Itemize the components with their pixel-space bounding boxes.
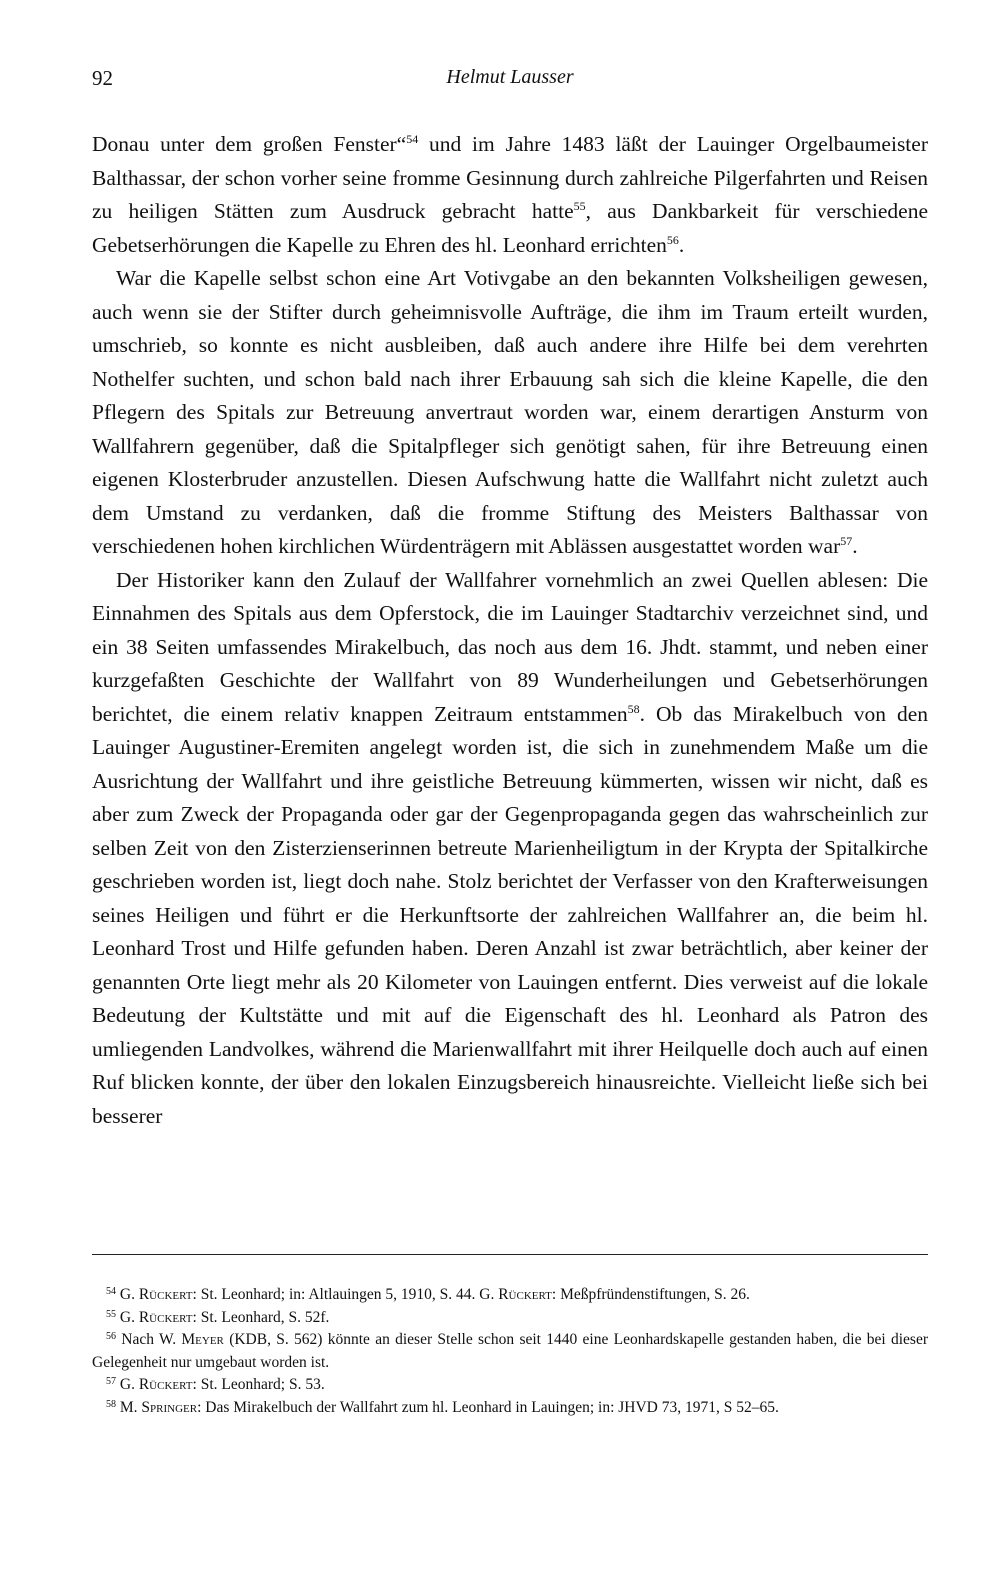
footnote-57 — [92, 1374, 928, 1397]
footnote-58 — [92, 1397, 928, 1420]
text-span: G. — [119, 1376, 139, 1393]
text-span: : St. Leonhard; S. 53. — [192, 1376, 325, 1393]
text-span: G. — [119, 1308, 139, 1326]
author-name: Meyer — [181, 1331, 224, 1348]
text-span: : St. Leonhard; in: Altlauingen 5, 1910, S. 44. G. — [192, 1286, 499, 1303]
footnote-ref-57: 57 — [840, 534, 853, 548]
page-number: 92 — [92, 66, 113, 90]
text-span: War die Kapelle selbst schon eine Art Votivgabe an den bekannten Volksheiligen gewesen, auch wenn sie der Stifter durch geheimnisvolle Aufträge, die ihm im Traum erteilt wurden, umschrieb, so konnte es nicht ausbleiben, daß auch andere ihre Hilfe bei dem verehrten Nothelfer suchten, und schon bald nach ihrer Erbauung sah sich die kleine Kapelle, die den Pflegern des Spitals zur Betreuung anvertraut worden war, einem derartigen Ansturm von Wallfahrern gegenüber, daß die Spitalpfleger sich genötigt sahen, für ihre Betreuung einen eigenen Klosterbruder anzustellen. Diesen Aufschwung hatte die Wallfahrt nicht zuletzt auch dem Umstand zu verdanken, daß die fromme Stiftung des Meisters Balthassar von verschiedenen hohen kirchlichen Würdenträgern mit Ablässen ausgestattet worden war — [92, 266, 928, 558]
page-header — [92, 66, 928, 96]
author-name: Rückert — [138, 1376, 193, 1393]
text-span: , aus Dankbarkeit für verschiedene Gebetserhörungen die Kapelle zu Ehren des hl. Leonhard errichten — [92, 199, 928, 257]
footnote-54 — [92, 1284, 928, 1307]
footnote-number: 56 — [106, 1331, 116, 1342]
author-name: Rückert — [498, 1286, 552, 1303]
footnote-ref-54: 54 — [406, 132, 419, 146]
text-span: . — [852, 534, 858, 558]
text-span: : Das Mirakelbuch der Wallfahrt zum hl. Leonhard in Lauingen; in: JHVD 73, 1971, S 52–65. — [197, 1398, 779, 1416]
text-span: Nach W. — [121, 1331, 182, 1348]
footnote-number: 58 — [106, 1398, 116, 1410]
footnote-ref-56: 56 — [666, 232, 679, 247]
text-span: . — [678, 232, 685, 257]
footnote-55 — [92, 1307, 928, 1330]
main-text — [92, 128, 928, 1133]
text-span: M. — [119, 1398, 142, 1416]
footnote-number: 55 — [106, 1308, 116, 1320]
author-name: Rückert — [138, 1308, 193, 1326]
text-span: G. — [119, 1286, 139, 1303]
footnote-divider — [92, 1254, 928, 1255]
footnote-number: 54 — [106, 1286, 116, 1297]
footnotes — [92, 1284, 928, 1419]
author-name: Springer — [141, 1398, 198, 1416]
text-span: Der Historiker kann den Zulauf der Wallfahrer vornehmlich an zwei Quellen ablesen: Die Einnahmen des Spitals aus dem Opferstock, die im Lauinger Stadtarchiv verzeichnet sind, und ein 38 Seiten umfassendes Mirakelbuch, das noch aus dem 16. Jhdt. stammt, und neben einer kurzgefaßten Geschichte der Wallfahrt von 89 Wunderheilungen und Gebetserhörungen berichtet, die einem relativ knappen Zeitraum entstammen — [92, 567, 928, 726]
paragraph-3 — [92, 564, 928, 1134]
paragraph-1 — [92, 128, 928, 262]
text-span: Donau unter dem großen Fenster“ — [92, 132, 407, 156]
paragraph-2 — [92, 262, 928, 564]
footnote-number: 57 — [106, 1376, 116, 1387]
running-head-author: Helmut Lausser — [446, 66, 574, 88]
author-name: Rückert — [138, 1286, 193, 1303]
text-span: : St. Leonhard, S. 52f. — [192, 1308, 330, 1326]
text-span: und im Jahre 1483 läßt der Lauinger Orgelbaumeister Balthassar, der schon vorher seine fromme Gesinnung durch zahlreiche Pilgerfahrten und Reisen zu heiligen Stätten zum Ausdruck gebracht hatte — [92, 132, 928, 223]
footnote-ref-58: 58 — [627, 701, 640, 716]
text-span: : Meßpfründenstiftungen, S. 26. — [551, 1286, 750, 1303]
text-span: (KDB, S. 562) könnte an dieser Stelle schon seit 1440 eine Leonhardskapelle gestanden haben, die bei dieser Gelegenheit nur umgebaut worden ist. — [92, 1331, 929, 1371]
text-span: . Ob das Mirakelbuch von den Lauinger Augustiner-Eremiten angelegt worden ist, die sich in zunehmendem Maße um die Ausrichtung der Wallfahrt und ihre geistliche Betreuung kümmerten, wissen wir nicht, daß es aber zum Zweck der Propaganda oder gar der Gegenpropaganda gegen das wahrscheinlich zur selben Zeit von den Zisterzienserinnen betreute Marienheiligtum in der Krypta der Spitalkirche geschrieben worden ist, liegt doch nahe. Stolz berichtet der Verfasser von den Krafterweisungen seines Heiligen und führt er die Herkunftsorte der zahlreichen Wallfahrer an, die beim hl. Leonhard Trost und Hilfe gefunden haben. Deren Anzahl ist zwar beträchtlich, aber keiner der genannten Orte liegt mehr als 20 Kilometer von Lauingen entfernt. Dies verweist auf die lokale Bedeutung der Kultstätte und mit auf die Eigenschaft des hl. Leonhard als Patron des umliegenden Landvolkes, während die Marienwallfahrt mit ihrer Heilquelle doch auch auf einen Ruf blicken konnte, der über den lokalen Einzugsbereich hinausreichte. Vielleicht ließe sich bei besserer — [92, 701, 928, 1128]
footnote-56 — [92, 1329, 928, 1374]
footnote-ref-55: 55 — [573, 199, 586, 213]
